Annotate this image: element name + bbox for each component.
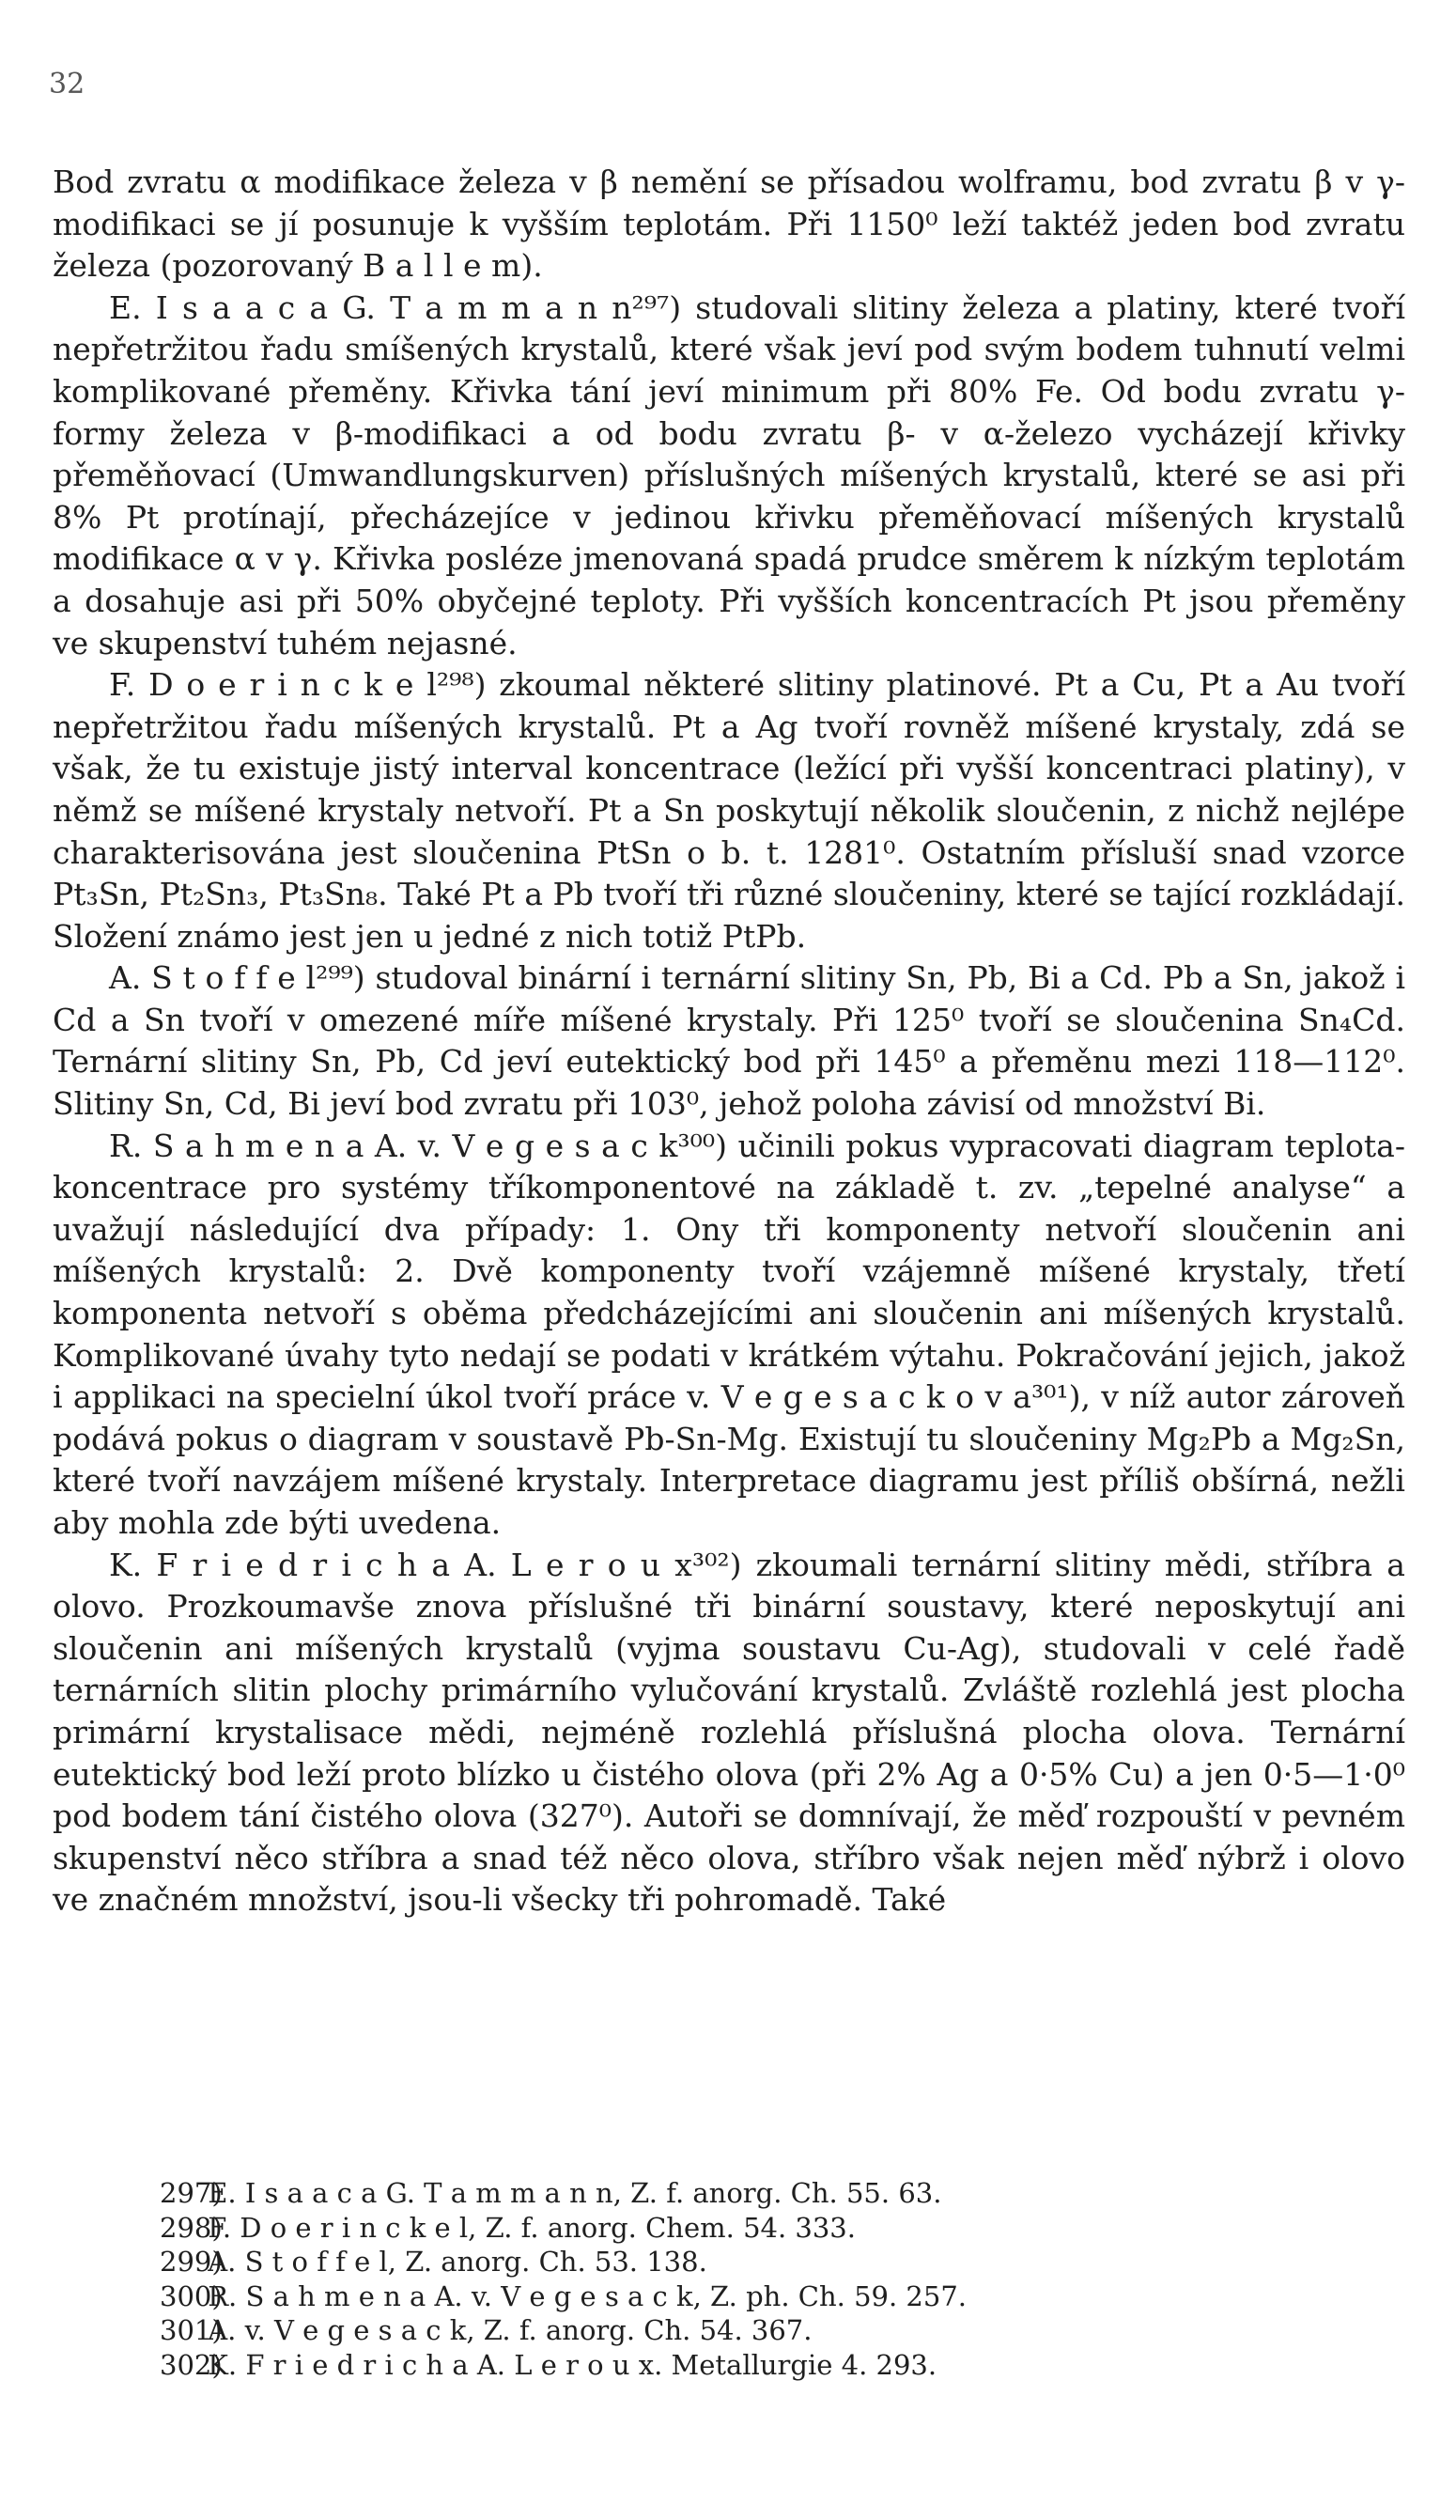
footnote bbox=[160, 2348, 1381, 2383]
footnote-number: 298) bbox=[160, 2211, 223, 2244]
footnote-number: 297) bbox=[160, 2177, 223, 2209]
paragraph: E. I s a a c a G. T a m m a n n²⁹⁷) studovali slitiny železa a platiny, které tvoří nepřetržitou řadu smíšených krystalů, které však jeví pod svým bodem tuhnutí velmi komplikované přeměny. Křivka tání jeví minimum při 80% Fe. Od bodu zvratu γ-formy železa v β-modifikaci a od bodu zvratu β- v α-železo vycházejí křivky přeměňovací (Umwandlungskurven) příslušných míšených krystalů, které se asi při 8% Pt protínají, přecházejíce v jedinou křivku přeměňovací míšených krystalů modifikace α v γ. Křivka posléze jmenovaná spadá prudce směrem k nízkým teplotám a dosahuje asi při 50% obyčejné teploty. Při vyšších koncentracích Pt jsou přeměny ve skupenství tuhém nejasné. bbox=[53, 288, 1405, 661]
paragraph: A. S t o f f e l²⁹⁹) studoval binární i ternární slitiny Sn, Pb, Bi a Cd. Pb a Sn, jakož i Cd a Sn tvoří v omezené míře míšené krystaly. Při 125⁰ tvoří se sloučenina Sn₄Cd. Ternární slitiny Sn, Pb, Cd jeví eutektický bod při 145⁰ a přeměnu mezi 118—112⁰. Slitiny Sn, Cd, Bi jeví bod zvratu při 103⁰, jehož poloha závisí od množství Bi. bbox=[53, 959, 1405, 1123]
footnote-number: 300) bbox=[160, 2279, 223, 2312]
paragraph: Bod zvratu α modifikace železa v β nemění se přísadou wolframu, bod zvratu β v γ-modifikaci se jí posunuje k vyšším teplotám. Při 1150⁰ leží taktéž jeden bod zvratu železa (pozorovaný B a l l e m). bbox=[53, 163, 1405, 285]
footnote bbox=[160, 2245, 1381, 2279]
footnote bbox=[160, 2176, 1381, 2211]
page-number: 32 bbox=[49, 68, 85, 101]
footnote-text: R. S a h m e n a A. v. V e g e s a c k, Z. ph. Ch. 59. 257. bbox=[208, 2279, 967, 2312]
body-text bbox=[53, 162, 1405, 1921]
paragraph: R. S a h m e n a A. v. V e g e s a c k³⁰⁰) učinili pokus vypracovati diagram teplota-koncentrace pro systémy tříkomponentové na základě t. zv. „tepelné analyse“ a uvažují následující dva případy: 1. Ony tři komponenty netvoří sloučenin ani míšených krystalů: 2. Dvě komponenty tvoří vzájemně míšené krystaly, třetí komponenta netvoří s oběma předcházejícími ani sloučenin ani míšených krystalů. Komplikované úvahy tyto nedají se podati v krátkém výtahu. Pokračování jejich, jakož i applikaci na specielní úkol tvoří práce v. V e g e s a c k o v a³⁰¹), v níž autor zároveň podává pokus o diagram v soustavě Pb-Sn-Mg. Existují tu sloučeniny Mg₂Pb a Mg₂Sn, které tvoří navzájem míšené krystaly. Interpretace diagramu jest příliš obšírná, nežli aby mohla zde býti uvedena. bbox=[53, 1127, 1405, 1541]
footnote bbox=[160, 2211, 1381, 2246]
footnote-number: 301) bbox=[160, 2314, 223, 2346]
footnote-number: 302) bbox=[160, 2348, 223, 2381]
footnote-text: A. v. V e g e s a c k, Z. f. anorg. Ch. 54. 367. bbox=[208, 2314, 813, 2346]
paragraph: F. D o e r i n c k e l²⁹⁸) zkoumal některé slitiny platinové. Pt a Cu, Pt a Au tvoří nepřetržitou řadu míšených krystalů. Pt a Ag tvoří rovněž míšené krystaly, zdá se však, že tu existuje jistý interval koncentrace (ležící při vyšší koncentraci platiny), v němž se míšené krystaly netvoří. Pt a Sn poskytují několik sloučenin, z nichž nejlépe charakterisována jest sloučenina PtSn o b. t. 1281⁰. Ostatním přísluší snad vzorce Pt₃Sn, Pt₂Sn₃, Pt₃Sn₈. Také Pt a Pb tvoří tři různé sloučeniny, které se tající rozkládají. Složení známo jest jen u jedné z nich totiž PtPb. bbox=[53, 666, 1405, 955]
footnote-text: F. D o e r i n c k e l, Z. f. anorg. Chem. 54. 333. bbox=[208, 2211, 856, 2244]
footnote bbox=[160, 2279, 1381, 2314]
footnote bbox=[160, 2313, 1381, 2348]
paragraph: K. F r i e d r i c h a A. L e r o u x³⁰²) zkoumali ternární slitiny mědi, stříbra a olovo. Prozkoumavše znova příslušné tři binární soustavy, které neposkytují ani sloučenin ani míšených krystalů (vyjma soustavu Cu-Ag), studovali v celé řadě ternárních slitin plochy primárního vylučování krystalů. Zvláště rozlehlá jest plocha primární krystalisace mědi, nejméně rozlehlá příslušná plocha olova. Ternární eutektický bod leží proto blízko u čistého olova (při 2% Ag a 0·5% Cu) a jen 0·5—1·0⁰ pod bodem tání čistého olova (327⁰). Autoři se domnívají, že měď rozpouští v pevném skupenství něco stříbra a snad též něco olova, stříbro však nejen měď nýbrž i olovo ve značném množství, jsou-li všecky tři pohromadě. Také bbox=[53, 1546, 1405, 1919]
footnote-text: K. F r i e d r i c h a A. L e r o u x. Metallurgie 4. 293. bbox=[208, 2348, 937, 2381]
footnote-number: 299) bbox=[160, 2246, 223, 2278]
footnote-text: E. I s a a c a G. T a m m a n n, Z. f. anorg. Ch. 55. 63. bbox=[208, 2177, 942, 2209]
footnote-text: A. S t o f f e l, Z. anorg. Ch. 53. 138. bbox=[208, 2246, 707, 2278]
footnotes bbox=[160, 2176, 1381, 2382]
